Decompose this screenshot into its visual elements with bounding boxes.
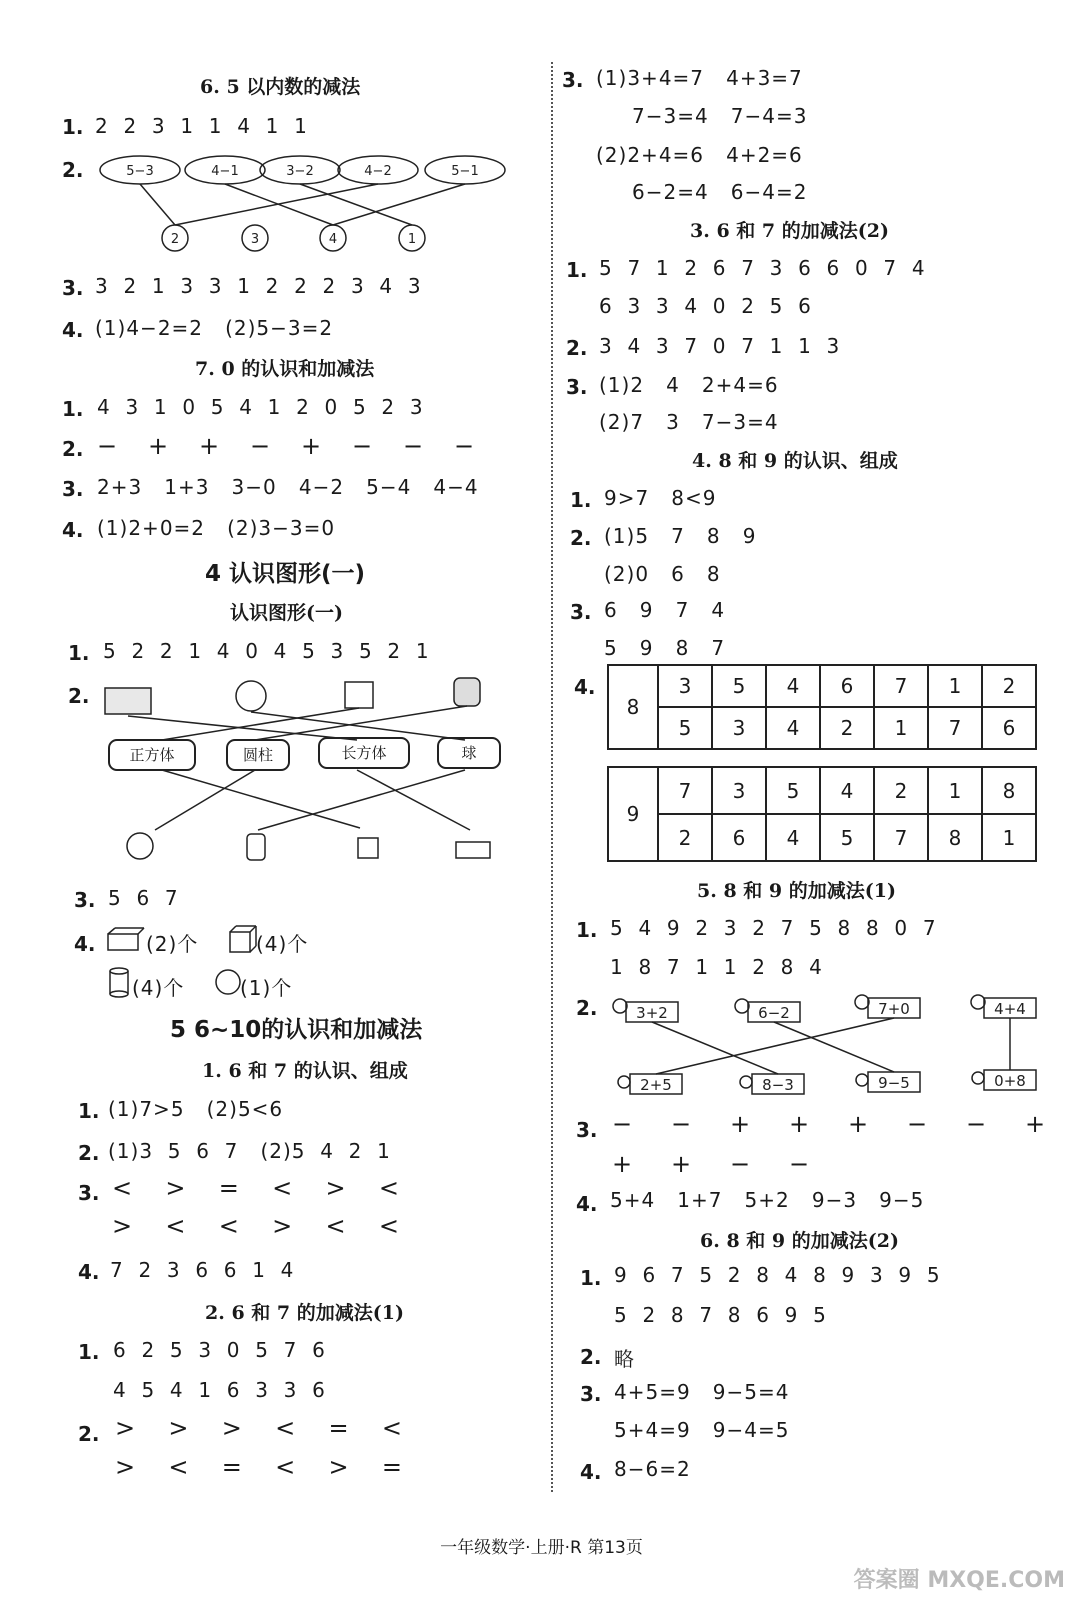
- q-num: 4.: [580, 1460, 602, 1484]
- answer-line: 略: [614, 1347, 635, 1371]
- q-num: 2.: [570, 526, 592, 550]
- butterfly-icon: [735, 999, 749, 1013]
- decomposition-table-8: [607, 664, 1037, 750]
- flower-icon: [856, 1074, 868, 1086]
- answer-line: (2)7 3 7−3=4: [599, 410, 779, 434]
- unit-title-shapes: 4 认识图形(一): [205, 561, 366, 587]
- answer-line: < > = < > <: [112, 1174, 405, 1202]
- match-line: [652, 1022, 778, 1074]
- card-label: 9−5: [878, 1074, 910, 1092]
- q-num: 1.: [576, 918, 598, 942]
- q-num: 3.: [566, 375, 588, 399]
- table-cell: 8: [982, 767, 1036, 814]
- answer-line: 4 5 4 1 6 3 3 6: [113, 1378, 326, 1402]
- table-cell: 6: [982, 707, 1036, 749]
- answer-line: (1)4−2=2 (2)5−3=2: [95, 316, 334, 340]
- card-label: 8−3: [762, 1076, 794, 1094]
- cloud-label: 5−3: [126, 164, 154, 179]
- table-cell: 3: [712, 707, 766, 749]
- table-cell: 4: [766, 665, 820, 707]
- q-num: 2.: [576, 996, 598, 1020]
- answer-line: (1)3 5 6 7 (2)5 4 2 1: [108, 1139, 391, 1163]
- q-num: 1.: [68, 641, 90, 665]
- flower-label: 1: [407, 232, 417, 247]
- answer-line: 7 2 3 6 6 1 4: [110, 1258, 295, 1282]
- section-title-6-7-add-sub-1: 2. 6 和 7 的加减法(1): [205, 1302, 404, 1324]
- answer-line: 5 9 8 7: [604, 636, 726, 660]
- column-divider: [551, 62, 553, 1492]
- flower-label: 3: [250, 232, 260, 247]
- answer-line: 6−2=4 6−4=2: [632, 180, 808, 204]
- q-num: 4.: [62, 518, 84, 542]
- table-cell: 7: [658, 767, 712, 814]
- box-picture: [105, 688, 151, 714]
- answer-line: 5 2 8 7 8 6 9 5: [614, 1303, 827, 1327]
- answer-line: > > > < = <: [115, 1414, 408, 1442]
- cloud-label: 4−1: [211, 164, 239, 179]
- match-line: [162, 770, 360, 828]
- card-label: 0+8: [994, 1072, 1026, 1090]
- table-cell: 4: [820, 767, 874, 814]
- answer-line: 9 6 7 5 2 8 4 8 9 3 9 5: [614, 1263, 941, 1287]
- answer-sphere-count: (1)个: [240, 976, 293, 1000]
- table-head: 9: [608, 767, 658, 861]
- answer-line: (1)7>5 (2)5<6: [108, 1097, 284, 1121]
- q-num: 4.: [78, 1260, 100, 1284]
- cuboid-shape: [456, 842, 490, 858]
- table-cell: 5: [658, 707, 712, 749]
- answer-cylinder-count: (4)个: [132, 976, 185, 1000]
- sphere-shape: [127, 833, 153, 859]
- answer-line: 5+4=9 9−4=5: [614, 1418, 790, 1442]
- answer-line: 2 2 3 1 1 4 1 1: [95, 114, 308, 138]
- answer-line: (1)5 7 8 9: [604, 524, 757, 548]
- flower-label: 4: [328, 232, 338, 247]
- match-line: [656, 1018, 894, 1074]
- answer-line: 7−3=4 7−4=3: [632, 104, 808, 128]
- q-num: 1.: [62, 115, 84, 139]
- q-num: 3.: [78, 1181, 100, 1205]
- q-num: 4.: [74, 932, 96, 956]
- rubik-cube-picture: [345, 682, 373, 708]
- match-line: [255, 706, 467, 740]
- watermark: 答案圈 MXQE.COM: [853, 1568, 1065, 1593]
- q-num: 1.: [78, 1099, 100, 1123]
- q-num: 2.: [78, 1141, 100, 1165]
- q-num: 1.: [62, 397, 84, 421]
- answer-line: 5 7 1 2 6 7 3 6 6 0 7 4: [599, 256, 926, 280]
- q-num: 2.: [62, 158, 84, 182]
- q-num: 2.: [62, 437, 84, 461]
- answer-line: 5 6 7: [108, 886, 179, 910]
- table-cell: 2: [820, 707, 874, 749]
- q-num: 1.: [566, 258, 588, 282]
- match-line: [175, 184, 378, 225]
- butterfly-icon: [613, 999, 627, 1013]
- answer-line: + + − −: [612, 1150, 814, 1178]
- flower-icon: [618, 1076, 630, 1088]
- answer-cube-count: (4)个: [256, 932, 309, 956]
- answer-line: 5 2 2 1 4 0 4 5 3 5 2 1: [103, 639, 430, 663]
- section-title-6-7-recognition: 1. 6 和 7 的认识、组成: [202, 1060, 408, 1082]
- label-cube: 正方体: [108, 739, 196, 771]
- q-num: 2.: [78, 1422, 100, 1446]
- decomposition-table-9: [607, 766, 1037, 862]
- answer-line: 6 3 3 4 0 2 5 6: [599, 294, 812, 318]
- table-cell: 7: [874, 665, 928, 707]
- section-title-5-subtraction: 6. 5 以内数的减法: [200, 76, 361, 98]
- card-label: 3+2: [636, 1004, 668, 1022]
- match-line: [774, 1022, 894, 1072]
- butterfly-icon: [971, 995, 985, 1009]
- q-num: 4.: [576, 1192, 598, 1216]
- section-title-zero: 7. 0 的认识和加减法: [195, 358, 375, 380]
- table-cell: 4: [766, 707, 820, 749]
- label-sphere: 球: [437, 737, 501, 769]
- table-cell: 5: [766, 767, 820, 814]
- cloud-label: 4−2: [364, 164, 392, 179]
- answer-line: 3 2 1 3 3 1 2 2 2 3 4 3: [95, 274, 422, 298]
- q-num: 2.: [566, 336, 588, 360]
- q-num: 4.: [574, 675, 596, 699]
- q-num: 3.: [74, 888, 96, 912]
- table-cell: 1: [928, 665, 982, 707]
- q-num: 3.: [62, 276, 84, 300]
- q-num: 3.: [62, 477, 84, 501]
- q-num: 2.: [68, 684, 90, 708]
- answer-line: 5+4 1+7 5+2 9−3 9−5: [610, 1188, 925, 1212]
- answer-line: (1)2+0=2 (2)3−3=0: [97, 516, 336, 540]
- answer-line: > < = < > =: [115, 1453, 408, 1481]
- table-cell: 5: [712, 665, 766, 707]
- cloud-flower-matching: [70, 150, 550, 260]
- card-label: 7+0: [878, 1000, 910, 1018]
- answer-cuboid-count: (2)个: [146, 932, 199, 956]
- answer-line: 8−6=2: [614, 1457, 691, 1481]
- card-label: 2+5: [640, 1076, 672, 1094]
- q-num: 3.: [580, 1382, 602, 1406]
- table-cell: 5: [820, 814, 874, 861]
- section-title-8-9-add-sub-2: 6. 8 和 9 的加减法(2): [700, 1230, 899, 1252]
- answer-line: 1 8 7 1 1 2 8 4: [610, 955, 823, 979]
- answer-line: 2+3 1+3 3−0 4−2 5−4 4−4: [97, 475, 479, 499]
- q-num: 2.: [580, 1345, 602, 1369]
- match-line: [140, 184, 175, 225]
- table-cell: 6: [712, 814, 766, 861]
- answer-line: − + + − + − − −: [97, 432, 477, 460]
- q-num: 3.: [562, 68, 584, 92]
- card-matching: [612, 988, 1052, 1098]
- answer-line: 4 3 1 0 5 4 1 2 0 5 2 3: [97, 395, 424, 419]
- table-cell: 3: [712, 767, 766, 814]
- page-footer: 一年级数学·上册·R 第13页: [440, 1538, 643, 1558]
- flower-icon: [972, 1072, 984, 1084]
- answer-line: 6 2 5 3 0 5 7 6: [113, 1338, 326, 1362]
- section-title-8-9-add-sub-1: 5. 8 和 9 的加减法(1): [697, 880, 896, 902]
- match-line: [155, 770, 255, 830]
- cylinder-shape: [247, 834, 265, 860]
- cube-shape: [358, 838, 378, 858]
- table-cell: 1: [874, 707, 928, 749]
- cloud-label: 5−1: [451, 164, 479, 179]
- flower-icon: [740, 1076, 752, 1088]
- q-num: 3.: [570, 600, 592, 624]
- answer-line: 5 4 9 2 3 2 7 5 8 8 0 7: [610, 916, 937, 940]
- q-num: 1.: [78, 1340, 100, 1364]
- answer-line: − − + + + − − +: [612, 1110, 1050, 1138]
- label-cylinder: 圆柱: [226, 739, 290, 771]
- cube-icon: [228, 924, 258, 954]
- butterfly-icon: [855, 995, 869, 1009]
- flower-label: 2: [170, 232, 180, 247]
- answer-line: > < < > < <: [112, 1212, 405, 1240]
- label-cuboid: 长方体: [318, 737, 410, 769]
- answer-line: 4+5=9 9−5=4: [614, 1380, 790, 1404]
- match-line: [333, 184, 465, 225]
- answer-line: (2)2+4=6 4+2=6: [596, 143, 803, 167]
- table-cell: 1: [982, 814, 1036, 861]
- table-head: 8: [608, 665, 658, 749]
- answer-line: (1)3+4=7 4+3=7: [596, 66, 803, 90]
- answer-line: 6 9 7 4: [604, 598, 726, 622]
- cloud-label: 3−2: [286, 164, 314, 179]
- q-num: 1.: [580, 1266, 602, 1290]
- match-line: [128, 716, 357, 740]
- section-title-8-9-recognition: 4. 8 和 9 的认识、组成: [692, 450, 898, 472]
- section-title-shapes: 认识图形(一): [230, 602, 343, 624]
- can-picture: [454, 678, 480, 706]
- table-cell: 7: [928, 707, 982, 749]
- match-line: [357, 770, 470, 830]
- card-label: 6−2: [758, 1004, 790, 1022]
- section-title-6-7-add-sub-2: 3. 6 和 7 的加减法(2): [690, 220, 889, 242]
- unit-title-6-10: 5 6~10的认识和加减法: [170, 1017, 423, 1043]
- table-cell: 6: [820, 665, 874, 707]
- answer-line: (1)2 4 2+4=6: [599, 373, 779, 397]
- table-cell: 7: [874, 814, 928, 861]
- table-cell: 3: [658, 665, 712, 707]
- ball-picture: [236, 681, 266, 711]
- cylinder-icon: [108, 966, 132, 1000]
- cuboid-icon: [106, 926, 146, 956]
- answer-line: 3 4 3 7 0 7 1 1 3: [599, 334, 841, 358]
- match-line: [258, 770, 465, 830]
- q-num: 1.: [570, 488, 592, 512]
- table-cell: 2: [658, 814, 712, 861]
- table-cell: 4: [766, 814, 820, 861]
- table-cell: 2: [982, 665, 1036, 707]
- table-cell: 8: [928, 814, 982, 861]
- table-cell: 2: [874, 767, 928, 814]
- answer-line: (2)0 6 8: [604, 562, 721, 586]
- answer-line: 9>7 8<9: [604, 486, 717, 510]
- q-num: 3.: [576, 1118, 598, 1142]
- card-label: 4+4: [994, 1000, 1026, 1018]
- table-cell: 1: [928, 767, 982, 814]
- q-num: 4.: [62, 318, 84, 342]
